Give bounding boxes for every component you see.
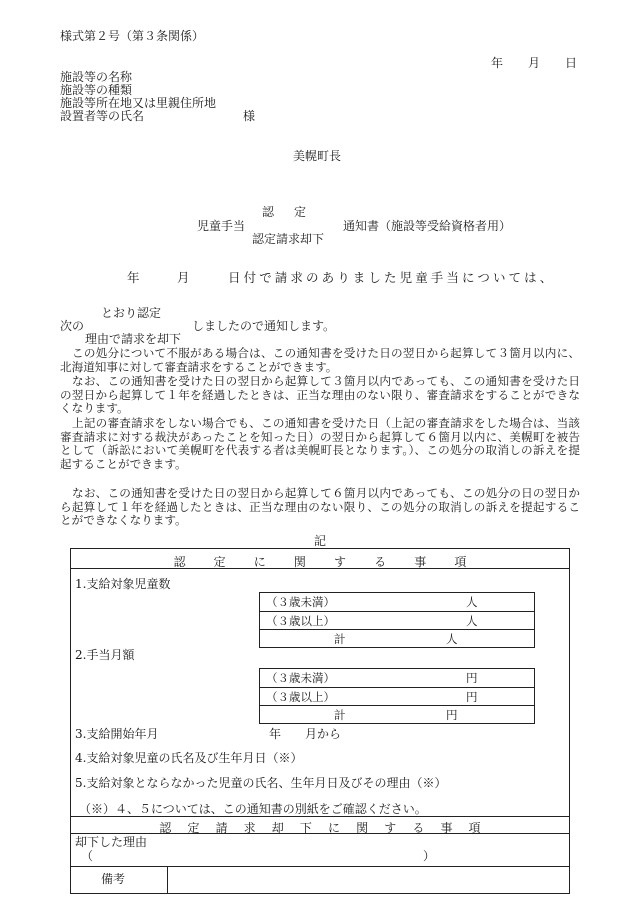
amount-total-row: 計 円 — [260, 705, 534, 724]
remarks-label: 備考 — [101, 872, 126, 886]
note-attachment: （※）４、５については、この通知書の別紙をご確認ください。 — [79, 802, 427, 816]
opening-rest: 日付で請求のありました児童手当については、 — [228, 270, 556, 285]
title-upper: 認 定 — [262, 205, 311, 219]
date-day: 日 — [565, 56, 578, 70]
date-year: 年 — [491, 56, 504, 70]
facility-type-label: 施設等の種類 — [60, 83, 133, 97]
installer-name-label: 設置者等の氏名 — [60, 109, 145, 123]
children-under3-row: （３歳未満） 人 — [266, 595, 478, 609]
amount-under3-row: （３歳未満） 円 — [266, 671, 478, 685]
details-table — [70, 548, 570, 894]
title-left: 児童手当 — [197, 219, 246, 233]
title-right: 通知書（施設等受給資格者用） — [343, 219, 512, 233]
item-children-count: 1.支給対象児童数 — [75, 577, 171, 591]
item-start-month: 3.支給開始年月 — [75, 727, 159, 741]
choice-prefix: 次の — [60, 319, 85, 333]
item-monthly-amount: 2.手当月額 — [75, 648, 135, 662]
paragraph-lawsuit: 上記の審査請求をしない場合でも、この通知書を受けた日（上記の審査請求をした場合は、当該審査請求に対する裁決があったことを知った日）の翌日から起算して６箇月以内に、美幌町を被告として（訴訟において美幌町を代表する者は美幌町長となります。）、この処分の取消しの訴えを提起することができます。 — [60, 416, 580, 471]
section-approval-header: 認 定 に 関 す る 事 項 — [173, 555, 467, 569]
opening-year: 年 — [127, 270, 140, 285]
date-month: 月 — [528, 56, 541, 70]
monthly-amount-box — [259, 668, 535, 724]
paragraph-lawsuit-limit: なお、この通知書を受けた日の翌日から起算して６箇月以内であっても、この処分の日の翌日から起算して１年を経過したときは、正当な理由のない限り、この処分の取消しの訴えを提起することができなくなります。 — [60, 486, 580, 528]
start-month: 月から — [305, 727, 342, 741]
item-child-names: 4.支給対象児童の氏名及び生年月日（※） — [75, 751, 303, 765]
choice-upper: とおり認定 — [101, 306, 162, 320]
paragraph-appeal: この処分について不服がある場合は、この通知書を受けた日の翌日から起算して３箇月以内に、北海道知事に対して審査請求をすることができます。 — [60, 346, 580, 374]
item-ineligible-children: 5.支給対象とならなかった児童の氏名、生年月日及びその理由（※） — [75, 776, 447, 790]
issuer: 美幌町長 — [293, 149, 342, 163]
form-number: 様式第２号（第３条関係） — [60, 29, 205, 43]
paren-open: （ — [81, 849, 94, 863]
paren-close: ） — [423, 849, 436, 863]
section-rejection-header: 認 定 請 求 却 下 に 関 す る 事 項 — [159, 821, 481, 835]
honorific: 様 — [243, 109, 256, 123]
children-over3-row: （３歳以上） 人 — [260, 611, 534, 630]
opening-month: 月 — [177, 270, 190, 285]
facility-address-label: 施設等所在地又は里親住所地 — [60, 96, 217, 110]
children-count-box — [259, 592, 535, 648]
paragraph-appeal-limit: なお、この通知書を受けた日の翌日から起算して３箇月以内であっても、この通知書を受けた日の翌日から起算して１年を経過したときは、正当な理由のない限り、審査請求をすることができなくなります。 — [60, 374, 580, 416]
facility-name-label: 施設等の名称 — [60, 70, 133, 84]
title-lower: 認定請求却下 — [252, 232, 325, 246]
amount-over3-row: （３歳以上） 円 — [260, 687, 534, 706]
ki-label: 記 — [314, 534, 327, 548]
children-total-row: 計 人 — [260, 629, 534, 648]
start-year: 年 — [269, 727, 282, 741]
choice-lower: 理由で請求を却下 — [85, 332, 182, 346]
choice-suffix: しましたので通知します。 — [192, 319, 336, 333]
rejection-reason-label: 却下した理由 — [75, 835, 148, 849]
